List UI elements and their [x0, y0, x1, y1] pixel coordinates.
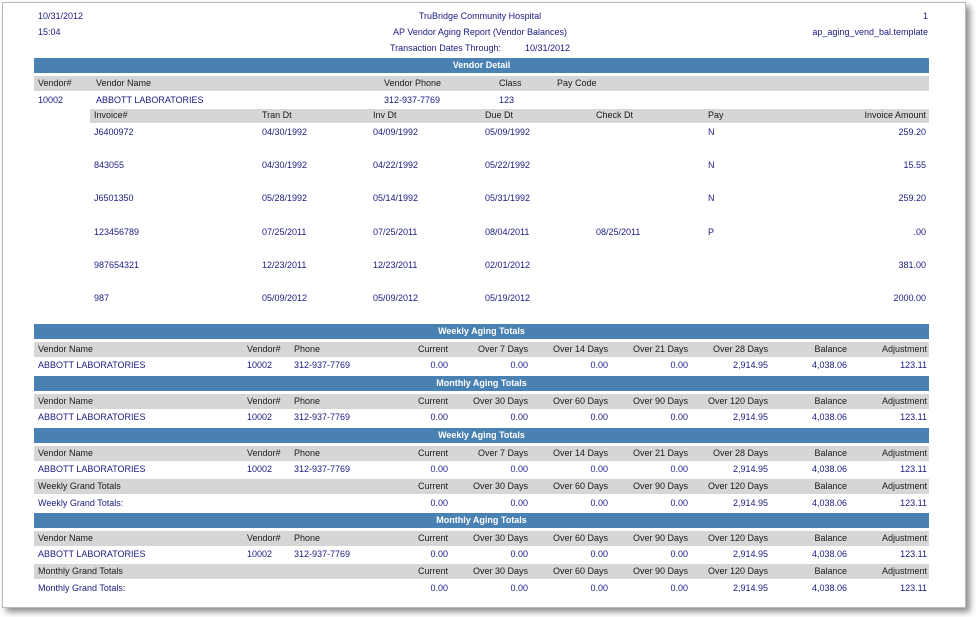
grand-totals-col-header: Over 120 Days — [707, 566, 768, 576]
grand-totals-cell: 0.00 — [510, 498, 528, 508]
aging-cell: 10002 — [247, 360, 273, 370]
due-dt: 08/04/2011 — [485, 226, 530, 237]
grand-totals-cell: 0.00 — [670, 583, 688, 593]
aging-cell: 123.11 — [900, 464, 927, 474]
tran-dt: 05/09/2012 — [262, 293, 308, 303]
col-tran-dt: Tran Dt — [262, 110, 292, 120]
invoice-amount: .00 — [913, 226, 926, 237]
aging-cell: 123.11 — [900, 360, 927, 370]
aging-col-header: Current — [417, 448, 448, 458]
aging-cell: ABBOTT LABORATORIES — [38, 360, 146, 370]
aging-col-header: Over 90 Days — [632, 396, 688, 406]
grand-totals-cell: 4,038.06 — [811, 583, 847, 593]
pay-code: N — [708, 160, 715, 171]
check-dt: 08/25/2011 — [596, 226, 641, 237]
grand-totals-cell: 2,914.95 — [732, 583, 768, 593]
grand-totals-cell: 0.00 — [590, 583, 608, 593]
aging-col-header: Balance — [814, 533, 847, 543]
pay-code: N — [708, 127, 715, 137]
pay-code: P — [708, 226, 715, 237]
aging-col-header: Phone — [294, 533, 321, 543]
col-vendor-phone: Vendor Phone — [384, 78, 442, 88]
report-title: AP Vendor Aging Report (Vendor Balances) — [393, 27, 567, 37]
grand-totals-cell: 0.00 — [670, 498, 688, 508]
aging-cell: 4,038.06 — [811, 549, 847, 559]
inv-dt: 04/09/1992 — [373, 127, 419, 137]
aging-cell: 0.00 — [430, 412, 448, 422]
invoice-amount: 259.20 — [898, 193, 926, 204]
aging-col-header: Vendor# — [247, 448, 281, 458]
tran-dt: 12/23/2011 — [262, 259, 307, 270]
aging-cell: 2,914.95 — [732, 360, 768, 370]
col-due-dt: Due Dt — [485, 110, 514, 120]
grand-totals-col-header: Monthly Grand Totals — [38, 566, 123, 576]
inv-dt: 07/25/2011 — [373, 226, 418, 237]
aging-col-header: Over 60 Days — [552, 396, 608, 406]
aging-cell: 0.00 — [510, 360, 528, 370]
col-invoice-amount: Invoice Amount — [864, 110, 926, 120]
invoice-no: 123456789 — [94, 226, 140, 237]
hospital-name: TruBridge Community Hospital — [418, 11, 542, 21]
invoice-no: 987 — [94, 293, 110, 303]
due-dt: 05/22/1992 — [485, 160, 531, 171]
aging-section-title: Monthly Aging Totals — [34, 376, 929, 391]
grand-totals-col-header: Current — [417, 481, 448, 491]
aging-cell: 10002 — [247, 464, 273, 474]
col-class: Class — [499, 78, 522, 88]
aging-cell: 123.11 — [900, 549, 927, 559]
aging-col-header: Over 30 Days — [472, 396, 528, 406]
aging-col-header: Phone — [294, 344, 321, 354]
grand-totals-col-header: Adjustment — [881, 481, 927, 491]
col-pay-code: Pay Code — [557, 78, 597, 88]
grand-totals-col-header: Current — [417, 566, 448, 576]
col-pay: Pay — [708, 110, 724, 120]
aging-col-header: Balance — [814, 396, 847, 406]
template-name: ap_aging_vend_bal.template — [812, 27, 928, 37]
grand-totals-col-header: Over 60 Days — [552, 566, 608, 576]
tran-dt: 04/30/1992 — [262, 160, 308, 171]
aging-col-header: Over 7 Days — [477, 448, 528, 458]
vendor-header-row — [34, 76, 929, 91]
invoice-amount: 2000.00 — [893, 293, 926, 303]
aging-col-header: Over 7 Days — [477, 344, 528, 354]
aging-cell: 0.00 — [510, 464, 528, 474]
grand-totals-col-header: Over 30 Days — [472, 481, 528, 491]
report-time: 15:04 — [38, 27, 61, 37]
aging-col-header: Over 14 Days — [552, 344, 608, 354]
aging-cell: 0.00 — [430, 549, 448, 559]
col-vendor-name: Vendor Name — [96, 78, 152, 88]
aging-section-title: Monthly Aging Totals — [34, 513, 929, 528]
col-vendor-no: Vendor# — [38, 78, 72, 88]
vendor-name: ABBOTT LABORATORIES — [96, 95, 204, 105]
aging-col-header: Vendor# — [247, 344, 281, 354]
inv-dt: 05/09/2012 — [373, 293, 419, 303]
aging-col-header: Vendor Name — [38, 533, 94, 543]
aging-cell: 0.00 — [510, 412, 528, 422]
aging-col-header: Over 90 Days — [632, 533, 688, 543]
aging-col-header: Vendor# — [247, 396, 281, 406]
grand-totals-col-header: Over 90 Days — [632, 481, 688, 491]
aging-col-header: Adjustment — [881, 533, 927, 543]
aging-col-header: Current — [417, 533, 448, 543]
aging-col-header: Over 28 Days — [712, 448, 768, 458]
tran-dt: 05/28/1992 — [262, 193, 308, 204]
aging-cell: 123.11 — [900, 412, 927, 422]
aging-cell: 0.00 — [590, 464, 608, 474]
grand-totals-col-header: Adjustment — [881, 566, 927, 576]
aging-cell: 0.00 — [670, 360, 688, 370]
aging-cell: 312-937-7769 — [294, 412, 351, 422]
aging-cell: 0.00 — [670, 549, 688, 559]
inv-dt: 04/22/1992 — [373, 160, 419, 171]
due-dt: 05/09/1992 — [485, 127, 531, 137]
page-number: 1 — [922, 11, 928, 21]
invoice-no: J6400972 — [94, 127, 134, 137]
aging-col-header: Over 28 Days — [712, 344, 768, 354]
aging-cell: ABBOTT LABORATORIES — [38, 549, 146, 559]
due-dt: 05/31/1992 — [485, 193, 531, 204]
aging-col-header: Over 21 Days — [632, 448, 688, 458]
through-label: Transaction Dates Through: — [390, 43, 502, 53]
pay-code: N — [708, 193, 715, 204]
aging-cell: ABBOTT LABORATORIES — [38, 412, 146, 422]
grand-totals-cell: 2,914.95 — [732, 498, 768, 508]
grand-totals-cell: 123.11 — [900, 583, 927, 593]
invoice-amount: 259.20 — [898, 127, 926, 137]
grand-totals-col-header: Balance — [814, 566, 847, 576]
aging-section-title: Weekly Aging Totals — [34, 428, 929, 443]
aging-cell: 0.00 — [670, 412, 688, 422]
aging-cell: 0.00 — [510, 549, 528, 559]
aging-col-header: Over 14 Days — [552, 448, 608, 458]
aging-cell: 0.00 — [590, 360, 608, 370]
aging-cell: 312-937-7769 — [294, 549, 351, 559]
report-date: 10/31/2012 — [38, 11, 84, 21]
invoice-amount: 15.55 — [903, 160, 926, 171]
aging-col-header: Over 21 Days — [632, 344, 688, 354]
due-dt: 02/01/2012 — [485, 259, 531, 270]
invoice-no: J6501350 — [94, 193, 134, 204]
aging-col-header: Current — [417, 396, 448, 406]
aging-col-header: Over 120 Days — [707, 396, 768, 406]
aging-cell: 10002 — [247, 549, 273, 559]
grand-totals-cell: 0.00 — [430, 498, 448, 508]
aging-col-header: Over 30 Days — [472, 533, 528, 543]
aging-cell: 0.00 — [670, 464, 688, 474]
due-dt: 05/19/2012 — [485, 293, 531, 303]
aging-cell: 0.00 — [590, 412, 608, 422]
aging-col-header: Adjustment — [881, 396, 927, 406]
through-date: 10/31/2012 — [525, 43, 571, 53]
invoice-amount: 381.00 — [898, 259, 926, 270]
aging-cell: 4,038.06 — [811, 412, 847, 422]
grand-totals-col-header: Over 30 Days — [472, 566, 528, 576]
col-inv-dt: Inv Dt — [373, 110, 397, 120]
grand-totals-cell: 4,038.06 — [811, 498, 847, 508]
aging-cell: 2,914.95 — [732, 412, 768, 422]
inv-dt: 12/23/2011 — [373, 259, 418, 270]
aging-col-header: Adjustment — [881, 344, 927, 354]
aging-cell: 10002 — [247, 412, 273, 422]
aging-cell: 0.00 — [430, 360, 448, 370]
aging-col-header: Vendor Name — [38, 448, 94, 458]
aging-col-header: Phone — [294, 448, 321, 458]
aging-section-title: Weekly Aging Totals — [34, 324, 929, 339]
aging-col-header: Adjustment — [881, 448, 927, 458]
grand-totals-cell: 0.00 — [590, 498, 608, 508]
invoice-no: 987654321 — [94, 259, 140, 270]
vendor-detail-title: Vendor Detail — [34, 58, 929, 73]
col-invoice: Invoice# — [94, 110, 128, 120]
grand-totals-col-header: Over 60 Days — [552, 481, 608, 491]
aging-col-header: Vendor Name — [38, 344, 94, 354]
invoice-no: 843055 — [94, 160, 125, 171]
grand-totals-col-header: Weekly Grand Totals — [38, 481, 121, 491]
aging-col-header: Vendor Name — [38, 396, 94, 406]
aging-cell: 2,914.95 — [732, 549, 768, 559]
aging-col-header: Phone — [294, 396, 321, 406]
vendor-phone: 312-937-7769 — [384, 95, 441, 105]
aging-cell: 0.00 — [430, 464, 448, 474]
aging-cell: 4,038.06 — [811, 464, 847, 474]
aging-cell: ABBOTT LABORATORIES — [38, 464, 146, 474]
aging-col-header: Vendor# — [247, 533, 281, 543]
grand-totals-cell: 0.00 — [430, 583, 448, 593]
aging-cell: 2,914.95 — [732, 464, 768, 474]
grand-totals-cell: 0.00 — [510, 583, 528, 593]
aging-col-header: Current — [417, 344, 448, 354]
vendor-no: 10002 — [38, 95, 64, 105]
aging-col-header: Over 60 Days — [552, 533, 608, 543]
aging-col-header: Balance — [814, 448, 847, 458]
grand-totals-cell: Monthly Grand Totals: — [38, 583, 126, 593]
grand-totals-col-header: Over 120 Days — [707, 481, 768, 491]
aging-cell: 312-937-7769 — [294, 464, 351, 474]
grand-totals-cell: Weekly Grand Totals: — [38, 498, 124, 508]
tran-dt: 07/25/2011 — [262, 226, 307, 237]
aging-cell: 4,038.06 — [811, 360, 847, 370]
aging-cell: 0.00 — [590, 549, 608, 559]
inv-dt: 05/14/1992 — [373, 193, 419, 204]
aging-cell: 312-937-7769 — [294, 360, 351, 370]
grand-totals-col-header: Over 90 Days — [632, 566, 688, 576]
aging-col-header: Over 120 Days — [707, 533, 768, 543]
vendor-class: 123 — [499, 95, 515, 105]
aging-col-header: Balance — [814, 344, 847, 354]
grand-totals-col-header: Balance — [814, 481, 847, 491]
col-check-dt: Check Dt — [596, 110, 634, 120]
tran-dt: 04/30/1992 — [262, 127, 308, 137]
grand-totals-cell: 123.11 — [900, 498, 927, 508]
